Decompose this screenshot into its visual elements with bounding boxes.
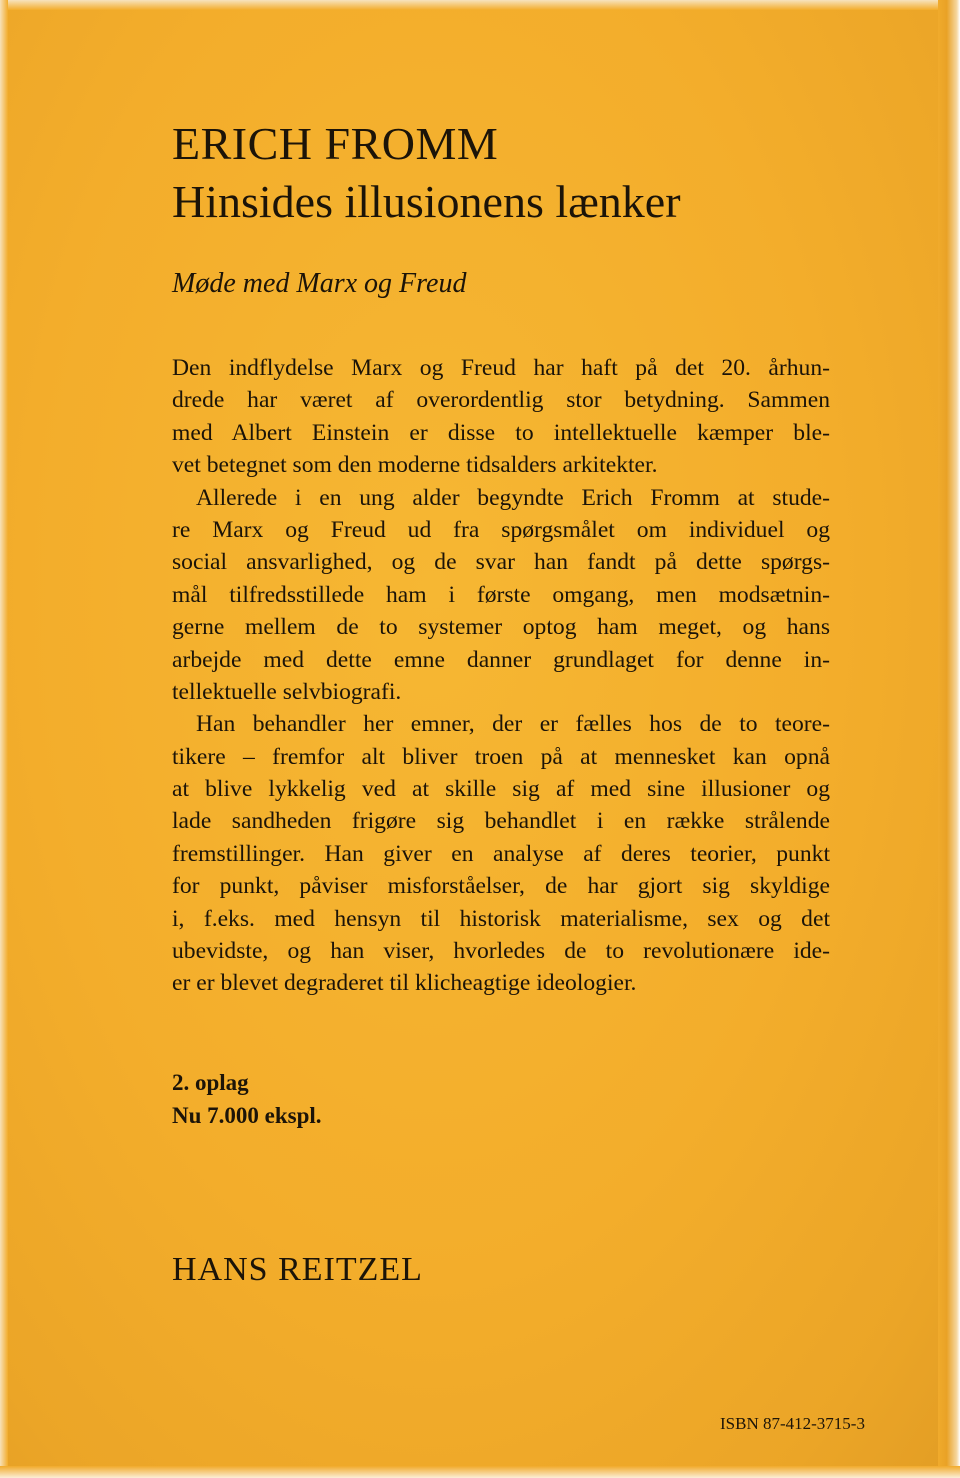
edition-label: 2. oplag [172,1070,249,1095]
cover-top-edge [0,0,960,10]
publisher-name: HANS REITZEL [172,1251,423,1288]
blurb-line: Allerede i en ung alder begyndte Erich Fromm at stude- [196,484,830,511]
blurb-line: drede har været af overordentlig stor betydning. Sammen [172,387,830,414]
blurb-line: i, f.eks. med hensyn til historisk materialisme, sex og det [172,905,830,932]
copies-label: Nu 7.000 ekspl. [172,1103,322,1128]
blurb-line: tikere – fremfor alt bliver troen på at mennesket kan opnå [172,743,830,770]
blurb-text [172,352,830,1000]
blurb-line: for punkt, påviser misforståelser, de har gjort sig skyldige [172,873,830,900]
cover-left-edge [0,0,8,1478]
blurb-line: fremstillinger. Han giver en analyse af deres teorier, punkt [172,840,830,867]
isbn-number: ISBN 87-412-3715-3 [720,1414,865,1433]
cover-bottom-edge [0,1466,960,1478]
blurb-line: tellektuelle selvbiografi. [172,678,402,705]
author-name: ERICH FROMM [172,118,499,169]
blurb-line: social ansvarlighed, og de svar han fandt på dette spørgs- [172,549,830,576]
printing-info [172,1066,322,1132]
blurb-line: arbejde med dette emne danner grundlaget for denne in- [172,646,830,673]
blurb-line: mål tilfredsstillede ham i første omgang, men modsætnin- [172,581,830,608]
blurb-line: re Marx og Freud ud fra spørgsmålet om individuel og [172,516,830,543]
blurb-line: lade sandheden frigøre sig behandlet i en række strålende [172,808,830,835]
blurb-line: at blive lykkelig ved at skille sig af med sine illusioner og [172,776,830,803]
blurb-line: gerne mellem de to systemer optog ham meget, og hans [172,614,830,641]
blurb-line: med Albert Einstein er disse to intellektuelle kæmper ble- [172,419,830,446]
blurb-line: vet betegnet som den moderne tidsalders arkitekter. [172,452,658,479]
blurb-line: Den indflydelse Marx og Freud har haft på det 20. århun- [172,355,830,381]
blurb-line: ubevidste, og han viser, hvorledes de to revolutionære ide- [172,938,830,965]
blurb-line: Han behandler her emner, der er fælles hos de to teore- [196,711,830,738]
cover-right-edge [938,0,960,1478]
blurb-line: er er blevet degraderet til klicheagtige ideologier. [172,970,637,997]
book-title: Hinsides illusionens lænker [172,176,681,227]
book-subtitle: Møde med Marx og Freud [172,268,467,299]
